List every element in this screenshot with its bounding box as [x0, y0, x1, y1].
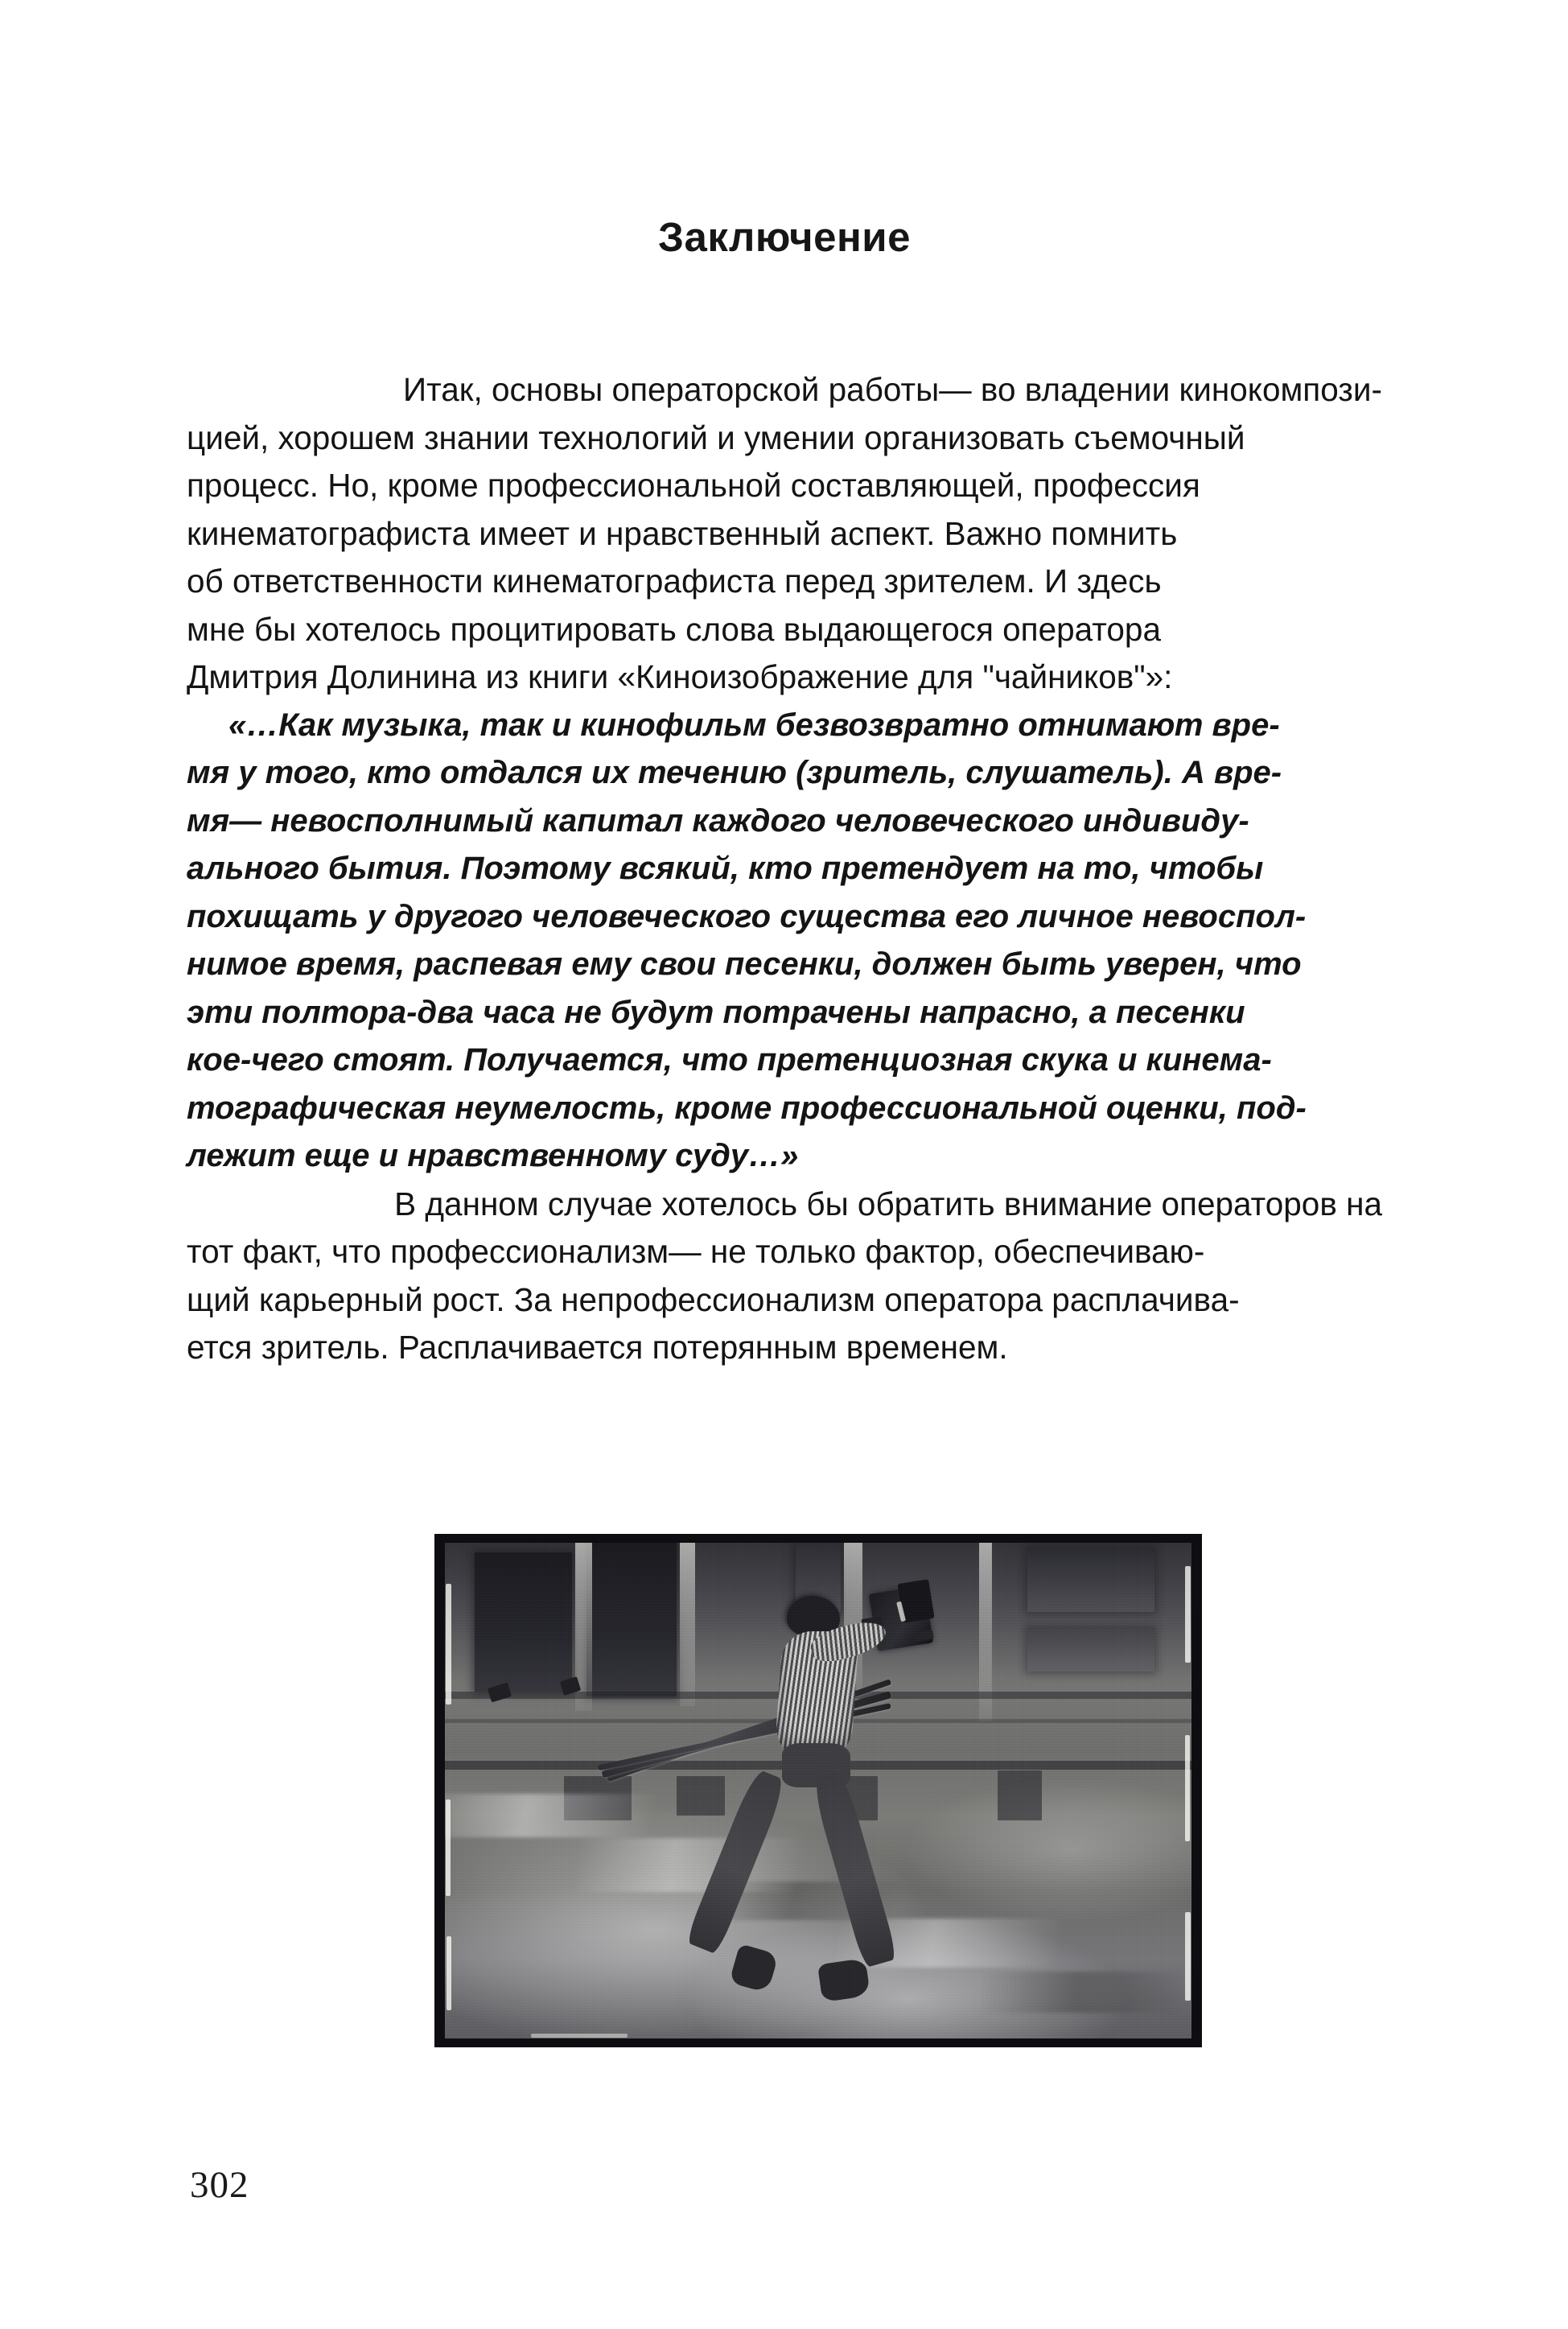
text-line [187, 989, 1382, 1037]
text-line: тот факт, что профессионализм— не только фактор, обеспечиваю- [187, 1233, 1205, 1270]
film-edge-mark [447, 1936, 451, 2010]
cameraman-figure [743, 1582, 998, 2028]
figure-leg [810, 1770, 899, 1968]
text-line: лежит еще и нравственному суду…» [187, 1138, 799, 1173]
text-line [187, 845, 1382, 893]
film-edge-mark [1185, 1912, 1191, 2001]
text-line: Дмитрия Долинина из книги «Киноизображение для "чайников"»: [187, 658, 1173, 695]
text-line [187, 702, 1382, 750]
text-line [187, 798, 1382, 846]
text-line: ется зритель. Расплачивается потерянным временем. [187, 1329, 1008, 1366]
line-text: ального бытия. Поэтому всякий, кто претендует на то, чтобы [187, 851, 1264, 886]
line-text: кинематографиста имеет и нравственный аспект. Важно помнить [187, 514, 1178, 552]
window-icon [475, 1552, 572, 1691]
text-line [187, 606, 1382, 654]
film-edge-mark [446, 1799, 451, 1896]
film-edge-mark [1185, 1566, 1191, 1663]
photo-image [445, 1543, 1191, 2038]
page-number: 302 [190, 2164, 249, 2206]
line-text: В данном случае хотелось бы обратить внимание операторов на [394, 1185, 1382, 1222]
window-icon [1027, 1627, 1154, 1672]
text-line: нимое время, распевая ему свои песенки, должен быть уверен, что [187, 946, 1302, 982]
line-text: кое-чего стоят. Получается, что претенциозная скука и кинема- [187, 1042, 1272, 1078]
text-line: цией, хорошем знании технологий и умении организовать съемочный [187, 418, 1245, 456]
film-edge-mark [446, 1584, 451, 1704]
line-text: об ответственности кинематографиста перед зрителем. И здесь [187, 563, 1162, 600]
text-line: похищать у другого человеческого существа его личное невоспол- [187, 898, 1307, 934]
page-title: Заключение [658, 214, 911, 260]
text-line: мя у того, кто отдался их течению (зритель, слушатель). А вре- [187, 755, 1282, 790]
indent-spacer [187, 366, 233, 414]
text-line: щий карьерный рост. За непрофессионализм оператора расплачива- [187, 1280, 1240, 1318]
line-text: эти полтора-два часа не будут потрачены напрасно, а песенки [187, 994, 1245, 1030]
paragraph-intro [187, 366, 1382, 702]
photo-frame [434, 1534, 1202, 2047]
text-line [187, 558, 1382, 606]
text-line: тографическая неумелость, кроме профессиональной оценки, под- [187, 1090, 1307, 1126]
text-line [187, 1181, 1382, 1229]
text-line [187, 1037, 1382, 1085]
line-text: Итак, основы операторской работы— во владении кинокомпози- [403, 371, 1382, 408]
window-icon [1027, 1548, 1154, 1612]
line-text: процесс. Но, кроме профессиональной составляющей, профессия [187, 467, 1200, 504]
line-text: мне бы хотелось процитировать слова выдающегося оператора [187, 610, 1161, 648]
text-line [187, 510, 1382, 559]
figure-photograph [434, 1534, 1202, 2047]
line-text: мя— невосполнимый капитал каждого человеческого индивиду- [187, 802, 1249, 839]
line-text: «…Как музыка, так и кинофильм безвозвратно отнимают вре- [228, 707, 1280, 743]
text-line [187, 366, 1382, 414]
figure-boot [817, 1959, 870, 2003]
film-edge-mark [1185, 1735, 1190, 1841]
text-line [187, 462, 1382, 510]
film-edge-mark [531, 2034, 628, 2038]
indent-spacer [187, 1181, 233, 1229]
paragraph-quote [187, 702, 1382, 1181]
paragraph-closing [187, 1181, 1382, 1372]
text-column [187, 366, 1382, 1372]
